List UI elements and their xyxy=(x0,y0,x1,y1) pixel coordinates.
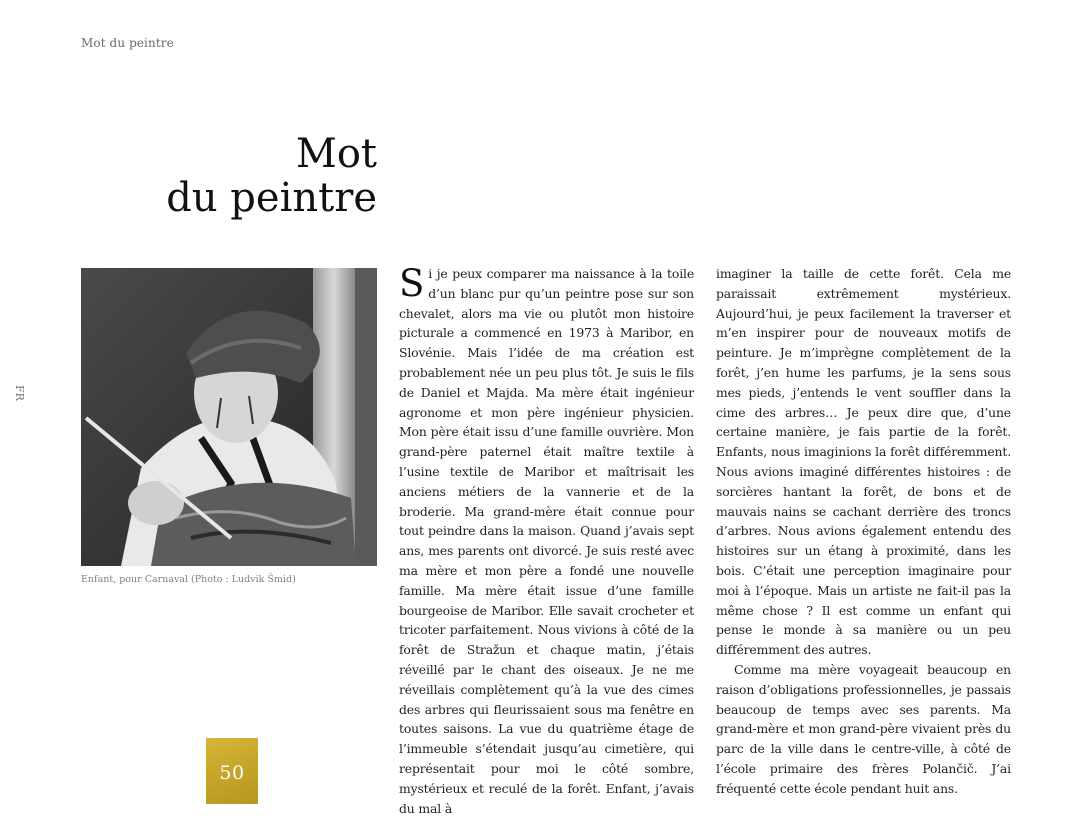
page-title xyxy=(80,132,377,220)
paragraph: imaginer la taille de cette forêt. Cela me paraissait extrêmement mystérieux. Aujourd’hui, je peux facilement la traverser et m’en inspirer pour de nouveaux motifs de peinture. Je m’imprègne complètement de la forêt, j’en hume les parfums, je la sens sous mes pieds, j’entends le vent souffler dans la cime des arbres… Je peux dire que, d’une certaine manière, je fais partie de la forêt. Enfants, nous imaginions la forêt différemment. Nous avions imaginé différentes histoires : de sorcières hantant la forêt, de bons et de mauvais nains se cachant derrière des troncs d’arbres. Nous avions également entendu des histoires sur un étang à proximité, dans les bois. C’était une perception imaginaire pour moi à l’époque. Mais un artiste ne fait-il pas la même chose ? Il est comme un enfant qui pense le monde à sa manière ou un peu différemment des autres. xyxy=(716,266,1011,658)
language-marker: FR xyxy=(13,385,26,401)
paragraph: Comme ma mère voyageait beaucoup en raison d’obligations professionnelles, je passais beaucoup de temps avec ses parents. Ma grand-mère et mon grand-père vivaient près du parc de la ville dans le centre-ville, à côté de l’école primaire des frères Polančič. J’ai fréquenté cette école pendant huit ans. xyxy=(716,661,1011,796)
page-title-line-1: Mot xyxy=(295,131,377,177)
paragraph xyxy=(399,264,694,818)
text-column-2 xyxy=(716,264,1011,799)
child-painter-photo xyxy=(81,268,377,566)
text-column-1 xyxy=(399,264,694,818)
page-title-line-2: du peintre xyxy=(166,175,377,221)
paragraph-text: i je peux comparer ma naissance à la toile d’un blanc pur qu’un peintre pose sur son chevalet, alors ma vie ou plutôt mon histoire picturale a commencé en 1973 à Maribor, en Slovénie. Mais l’idée de ma création est probablement née un peu plus tôt. Je suis le fils de Daniel et Majda. Ma mère était ingénieur agronome et mon père ingénieur physicien. Mon père était issu d’une famille ouvrière. Mon grand-père paternel était maître textile à l’usine textile de Maribor et maîtrisait les anciens métiers de la vannerie et de la broderie. Ma grand-mère était connue pour tout peindre dans la maison. Quand j’avais sept ans, mes parents ont divorcé. Je suis resté avec ma mère et mon père a fondé une nouvelle famille. Ma mère était issue d’une famille bourgeoise de Maribor. Elle savait crocheter et tricoter parfaitement. Nous vivions à côté de la forêt de Stražun et chaque matin, j’étais réveillé par le chant des oiseaux. Je ne me réveillais complètement qu’à la vue des cimes des arbres qui fleurissaient sous ma fenêtre en toutes saisons. La vue du quatrième étage de l’immeuble s’étendait jusqu’au cimetière, qui représentait pour moi le côté sombre, mystérieux et reculé de la forêt. Enfant, j’avais du mal à xyxy=(399,266,694,816)
photo-caption: Enfant, pour Carnaval (Photo : Ludvik Šmid) xyxy=(81,574,296,585)
drop-cap: S xyxy=(399,262,425,305)
running-head: Mot du peintre xyxy=(81,36,174,50)
page-number: 50 xyxy=(219,762,245,784)
page-number-tab xyxy=(206,738,258,804)
